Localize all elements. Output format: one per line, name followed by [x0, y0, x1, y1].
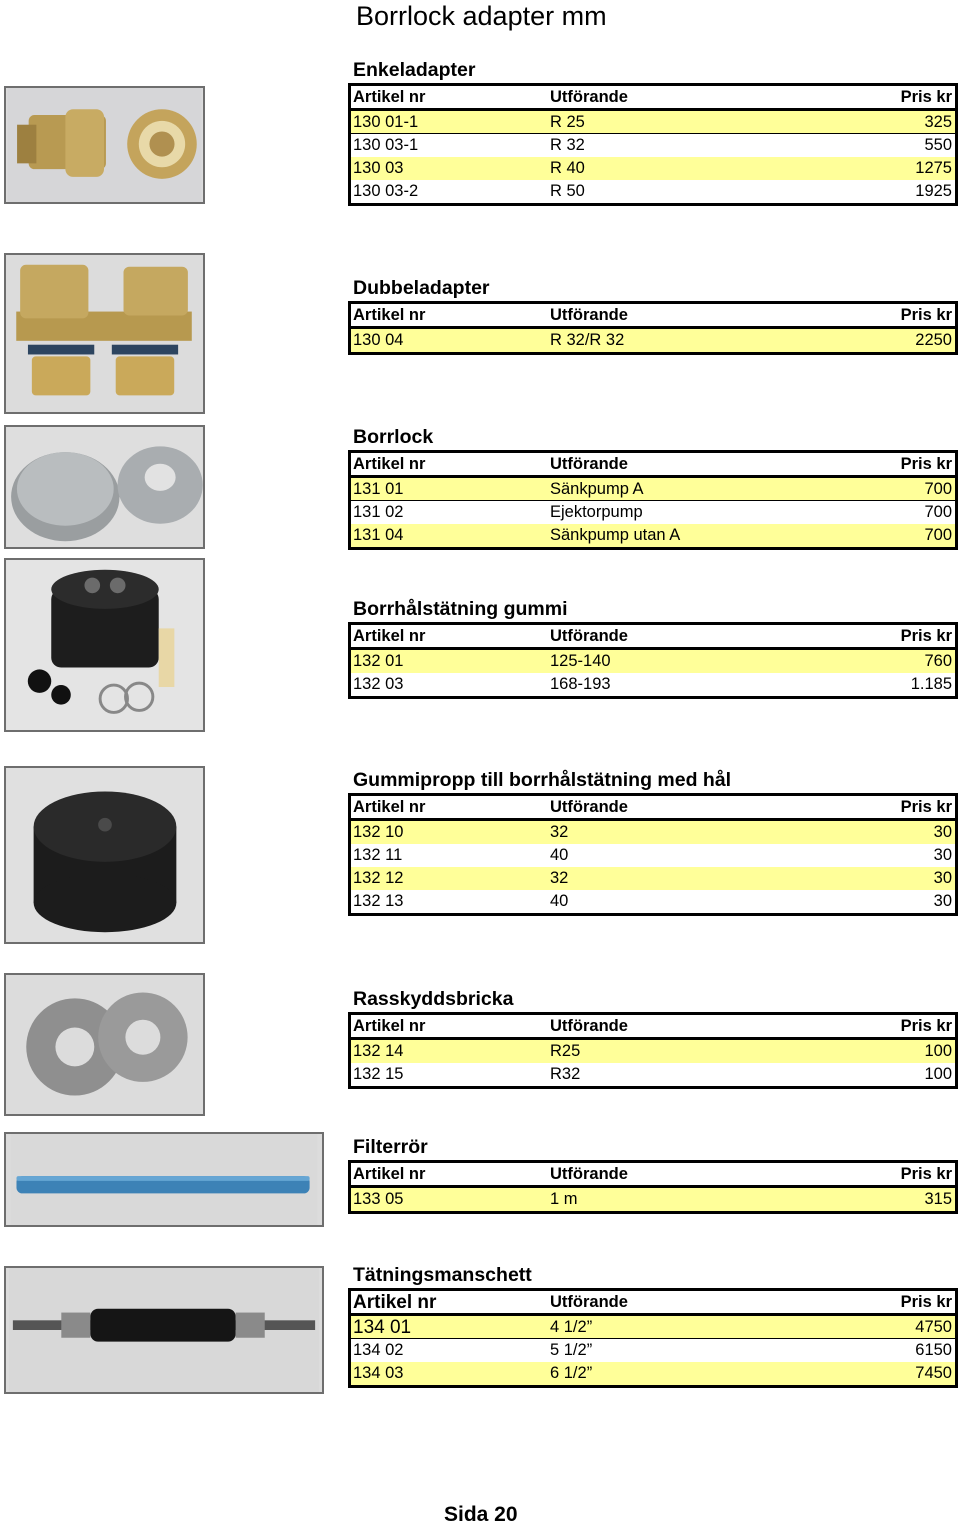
table-header	[351, 1015, 955, 1040]
cell-article: 130 03-2	[353, 182, 419, 200]
table-row	[351, 524, 955, 547]
header-price: Pris kr	[900, 1165, 952, 1183]
price-table	[348, 793, 958, 916]
cell-article: 134 03	[353, 1364, 404, 1382]
section-dubbeladapter	[348, 275, 958, 355]
cell-variant: 125-140	[550, 652, 611, 670]
section-title: Dubbeladapter	[353, 277, 490, 299]
cell-article: 132 10	[353, 823, 404, 841]
header-variant: Utförande	[550, 1165, 628, 1183]
cell-variant: 4 1/2”	[550, 1318, 593, 1336]
header-price: Pris kr	[900, 455, 952, 473]
sealing-sleeve-image	[6, 1268, 322, 1392]
header-variant: Utförande	[550, 798, 628, 816]
header-price: Pris kr	[900, 1293, 952, 1311]
cell-variant: R 25	[550, 113, 585, 131]
section-tatningsmanschett	[348, 1262, 958, 1388]
photo-dubbeladapter	[4, 253, 205, 414]
cell-price: 30	[933, 892, 952, 910]
table-header	[351, 86, 955, 111]
cell-variant: 5 1/2”	[550, 1341, 593, 1359]
photo-tatningsmanschett	[4, 1266, 324, 1394]
table-row	[351, 111, 955, 134]
header-price: Pris kr	[900, 306, 952, 324]
photo-rasskyddsbricka	[4, 973, 205, 1116]
cell-article: 130 01-1	[353, 113, 419, 131]
cell-article: 131 04	[353, 526, 404, 544]
header-article: Artikel nr	[353, 798, 426, 816]
section-title: Rasskyddsbricka	[353, 988, 514, 1010]
page-title: Borrlock adapter mm	[356, 1, 607, 31]
cell-variant: Sänkpump A	[550, 480, 644, 498]
table-header	[351, 304, 955, 329]
section-borrhalstatning	[348, 596, 958, 699]
cell-price: 7450	[915, 1364, 952, 1382]
cell-article: 132 01	[353, 652, 404, 670]
washer-image	[6, 975, 203, 1114]
table-header	[351, 453, 955, 478]
filter-pipe-image	[6, 1134, 322, 1225]
cell-variant: 1 m	[550, 1190, 578, 1208]
cell-variant: R 50	[550, 182, 585, 200]
section-borrlock	[348, 424, 958, 550]
section-title: Borrhålstätning gummi	[353, 598, 568, 620]
table-row	[351, 821, 955, 844]
cell-variant: 40	[550, 892, 569, 910]
table-row	[351, 1339, 955, 1362]
cell-price: 700	[924, 526, 952, 544]
header-article: Artikel nr	[353, 88, 426, 106]
table-row	[351, 1188, 955, 1211]
cell-article: 130 03-1	[353, 136, 419, 154]
well-cap-image	[6, 427, 203, 547]
cell-price: 100	[924, 1065, 952, 1083]
cell-price: 1275	[915, 159, 952, 177]
cell-price: 325	[924, 113, 952, 131]
photo-borrhalstatning	[4, 558, 205, 732]
cell-price: 550	[924, 136, 952, 154]
cell-variant: R 32/R 32	[550, 331, 625, 349]
header-variant: Utförande	[550, 1293, 628, 1311]
section-rasskyddsbricka	[348, 986, 958, 1089]
table-row	[351, 1316, 955, 1339]
cell-variant: R 32	[550, 136, 585, 154]
price-table	[348, 301, 958, 355]
header-price: Pris kr	[900, 1017, 952, 1035]
table-row	[351, 673, 955, 696]
price-table	[348, 83, 958, 206]
cell-price: 700	[924, 503, 952, 521]
cell-article: 132 03	[353, 675, 404, 693]
price-table	[348, 1160, 958, 1214]
cell-variant: R32	[550, 1065, 581, 1083]
table-row	[351, 180, 955, 203]
photo-gummipropp	[4, 766, 205, 944]
table-row	[351, 501, 955, 524]
table-row	[351, 1040, 955, 1063]
cell-article: 132 13	[353, 892, 404, 910]
double-adapter-image	[6, 255, 203, 412]
header-variant: Utförande	[550, 88, 628, 106]
table-row	[351, 844, 955, 867]
cell-price: 4750	[915, 1318, 952, 1336]
cell-price: 30	[933, 846, 952, 864]
rubber-seal-image	[6, 560, 203, 730]
cell-variant: 32	[550, 823, 569, 841]
cell-price: 700	[924, 480, 952, 498]
cell-article: 132 14	[353, 1042, 404, 1060]
price-table	[348, 622, 958, 699]
cell-article: 132 11	[353, 846, 403, 864]
section-title: Gummipropp till borrhålstätning med hål	[353, 769, 732, 791]
cell-article: 130 04	[353, 331, 404, 349]
cell-variant: 6 1/2”	[550, 1364, 593, 1382]
header-price: Pris kr	[900, 798, 952, 816]
table-row	[351, 134, 955, 157]
section-title: Enkeladapter	[353, 59, 476, 81]
cell-article: 134 01	[353, 1317, 412, 1338]
cell-variant: 40	[550, 846, 569, 864]
cell-variant: 168-193	[550, 675, 611, 693]
cell-article: 132 15	[353, 1065, 404, 1083]
table-header	[351, 796, 955, 821]
cell-price: 1.185	[910, 675, 952, 693]
header-article: Artikel nr	[353, 455, 426, 473]
section-title: Tätningsmanschett	[353, 1264, 532, 1286]
table-row	[351, 867, 955, 890]
cell-variant: 32	[550, 869, 569, 887]
section-enkeladapter	[348, 57, 958, 206]
cell-price: 760	[924, 652, 952, 670]
header-article: Artikel nr	[353, 1292, 437, 1313]
section-gummipropp	[348, 767, 958, 916]
cell-article: 133 05	[353, 1190, 404, 1208]
table-header	[351, 1163, 955, 1188]
price-table	[348, 1012, 958, 1089]
header-article: Artikel nr	[353, 627, 426, 645]
table-row	[351, 650, 955, 673]
header-article: Artikel nr	[353, 1017, 426, 1035]
cell-price: 6150	[915, 1341, 952, 1359]
cell-variant: Ejektorpump	[550, 503, 643, 521]
section-title: Borrlock	[353, 426, 434, 448]
cell-article: 134 02	[353, 1341, 404, 1359]
table-row	[351, 329, 955, 352]
header-price: Pris kr	[900, 88, 952, 106]
table-row	[351, 478, 955, 501]
price-table	[348, 450, 958, 550]
table-row	[351, 1362, 955, 1385]
cell-article: 132 12	[353, 869, 404, 887]
cell-variant: R 40	[550, 159, 585, 177]
cell-price: 315	[924, 1190, 952, 1208]
cell-price: 100	[924, 1042, 952, 1060]
header-variant: Utförande	[550, 627, 628, 645]
header-variant: Utförande	[550, 455, 628, 473]
cell-article: 131 02	[353, 503, 404, 521]
cell-price: 2250	[915, 331, 952, 349]
cell-article: 131 01	[353, 480, 404, 498]
cell-price: 30	[933, 869, 952, 887]
photo-filterror	[4, 1132, 324, 1227]
price-table	[348, 1288, 958, 1388]
cell-variant: Sänkpump utan A	[550, 526, 681, 544]
table-row	[351, 157, 955, 180]
cell-variant: R25	[550, 1042, 581, 1060]
header-article: Artikel nr	[353, 1165, 426, 1183]
photo-enkeladapter	[4, 86, 205, 204]
cell-price: 1925	[915, 182, 952, 200]
cell-article: 130 03	[353, 159, 404, 177]
table-row	[351, 1063, 955, 1086]
header-variant: Utförande	[550, 1017, 628, 1035]
header-price: Pris kr	[900, 627, 952, 645]
rubber-plug-image	[6, 768, 203, 942]
table-row	[351, 890, 955, 913]
cell-price: 30	[933, 823, 952, 841]
header-article: Artikel nr	[353, 306, 426, 324]
header-variant: Utförande	[550, 306, 628, 324]
brass-adapter-image	[6, 88, 203, 202]
section-title: Filterrör	[353, 1136, 428, 1158]
table-header	[351, 625, 955, 650]
table-header	[351, 1291, 955, 1316]
page-number: Sida 20	[444, 1503, 518, 1526]
section-filterror	[348, 1134, 958, 1214]
photo-borrlock	[4, 425, 205, 549]
